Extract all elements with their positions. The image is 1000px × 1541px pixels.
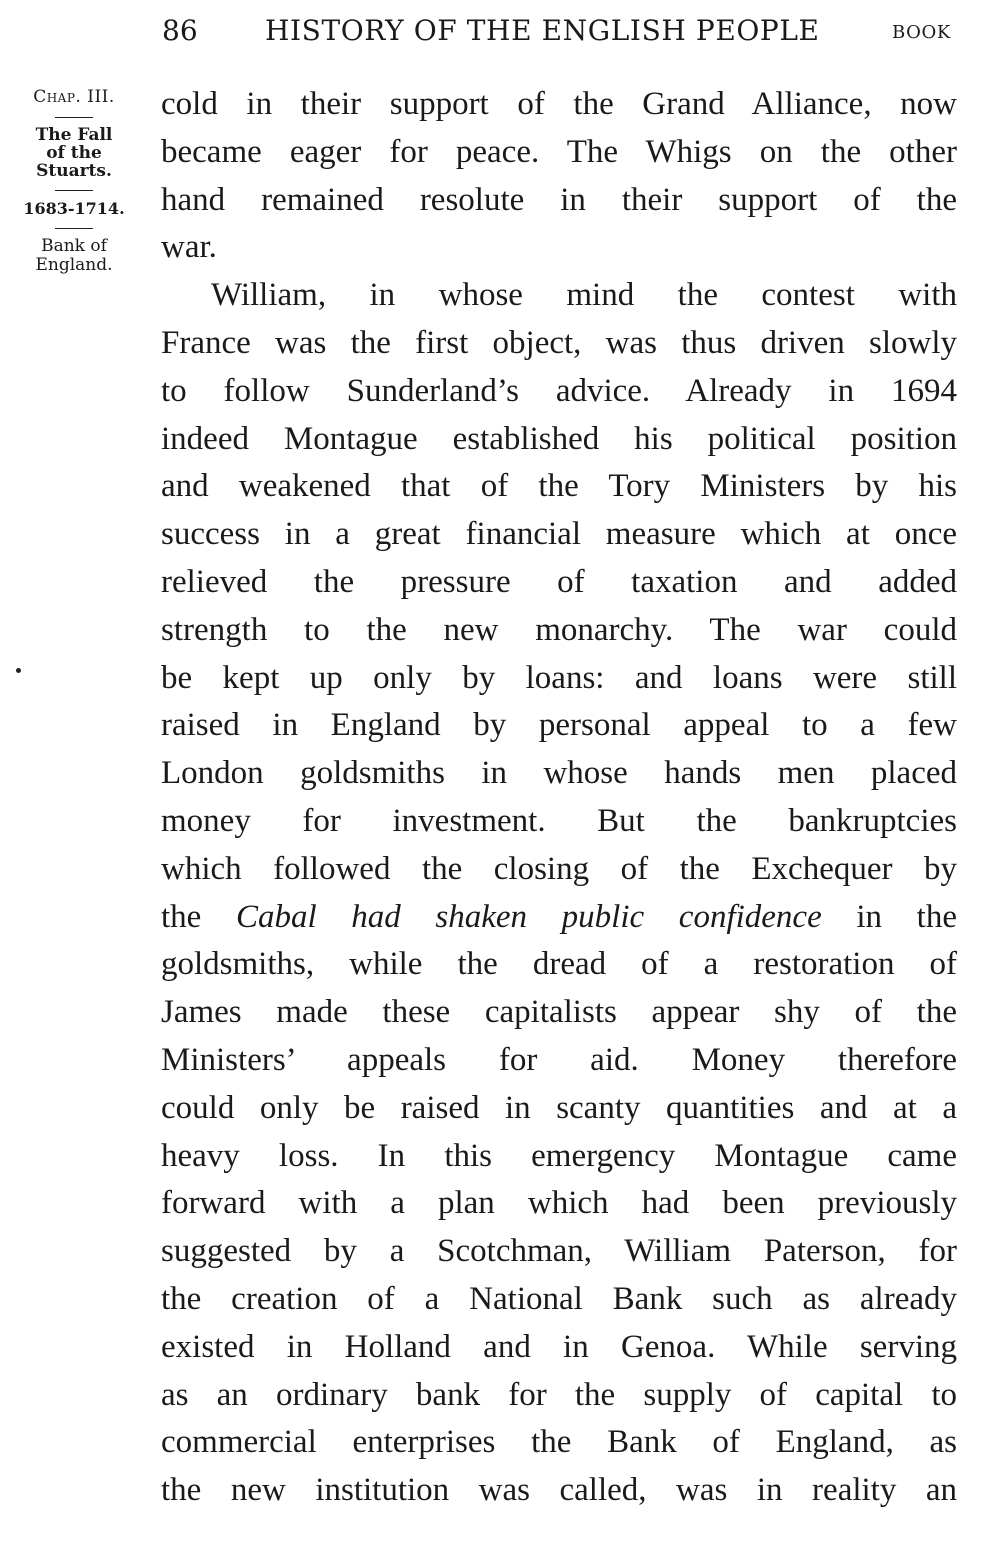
text-line: which followed the closing of the Exchequer by [161, 850, 957, 887]
text-line: William, in whose mind the contest with [211, 277, 957, 314]
text-line: indeed Montague established his political position [161, 420, 957, 457]
text-line: strength to the new monarchy. The war could [161, 611, 957, 648]
running-title: HISTORY OF THE ENGLISH PEOPLE [265, 14, 820, 47]
sidenote-line: England. [35, 255, 113, 275]
margin-subtitle-line: of the [46, 143, 102, 163]
text-line: and weakened that of the Tory Ministers by his [161, 468, 957, 505]
text-line: money for investment. But the bankruptcies [161, 802, 957, 839]
text-line: the new institution was called, was in reality an [161, 1472, 957, 1509]
text-line: to follow Sunderland’s advice. Already in 1694 [161, 372, 957, 409]
text-line: hand remained resolute in their support of the [161, 181, 957, 218]
text-line: heavy loss. In this emergency Montague came [161, 1137, 957, 1174]
text-line: forward with a plan which had been previously [161, 1185, 957, 1222]
text-line: as an ordinary bank for the supply of capital to [161, 1376, 957, 1413]
text-line: the creation of a National Bank such as already [161, 1280, 957, 1317]
print-speck [16, 668, 21, 673]
text-line: could only be raised in scanty quantities and at a [161, 1089, 957, 1126]
running-head-book: BOOK [892, 22, 951, 43]
margin-rule [55, 190, 93, 191]
text-line: be kept up only by loans: and loans were still [161, 659, 957, 696]
margin-rule [55, 117, 93, 118]
margin-dates: 1683-1714. [23, 199, 125, 218]
page-number: 86 [162, 14, 198, 47]
sidenote-line: Bank of [41, 236, 107, 256]
text-line: relieved the pressure of taxation and added [161, 563, 957, 600]
text-line: goldsmiths, while the dread of a restoration of [161, 946, 957, 983]
margin-subtitle-line: The Fall [35, 125, 113, 145]
margin-notes [0, 88, 148, 275]
margin-subtitle-line: Stuarts. [36, 161, 112, 181]
text-line: war. [161, 229, 217, 266]
text-line: France was the first object, was thus driven slowly [161, 324, 957, 361]
text-line: Ministers’ appeals for aid. Money therefore [161, 1041, 957, 1078]
body-text [161, 81, 957, 1515]
text-line: the Cabal had shaken public confidence in the [161, 898, 957, 935]
text-line: London goldsmiths in whose hands men placed [161, 755, 957, 792]
margin-rule [55, 228, 93, 229]
margin-chapter: Chap. III. [33, 87, 115, 107]
text-line: commercial enterprises the Bank of England, as [161, 1424, 957, 1461]
text-line: existed in Holland and in Genoa. While serving [161, 1328, 957, 1365]
text-line: became eager for peace. The Whigs on the other [161, 133, 957, 170]
text-line: cold in their support of the Grand Alliance, now [161, 86, 957, 122]
text-line: James made these capitalists appear shy of the [161, 994, 957, 1031]
text-line: raised in England by personal appeal to a few [161, 707, 957, 744]
running-head [0, 10, 1000, 50]
text-line: suggested by a Scotchman, William Paterson, for [161, 1233, 957, 1270]
text-line: success in a great financial measure which at once [161, 516, 957, 553]
